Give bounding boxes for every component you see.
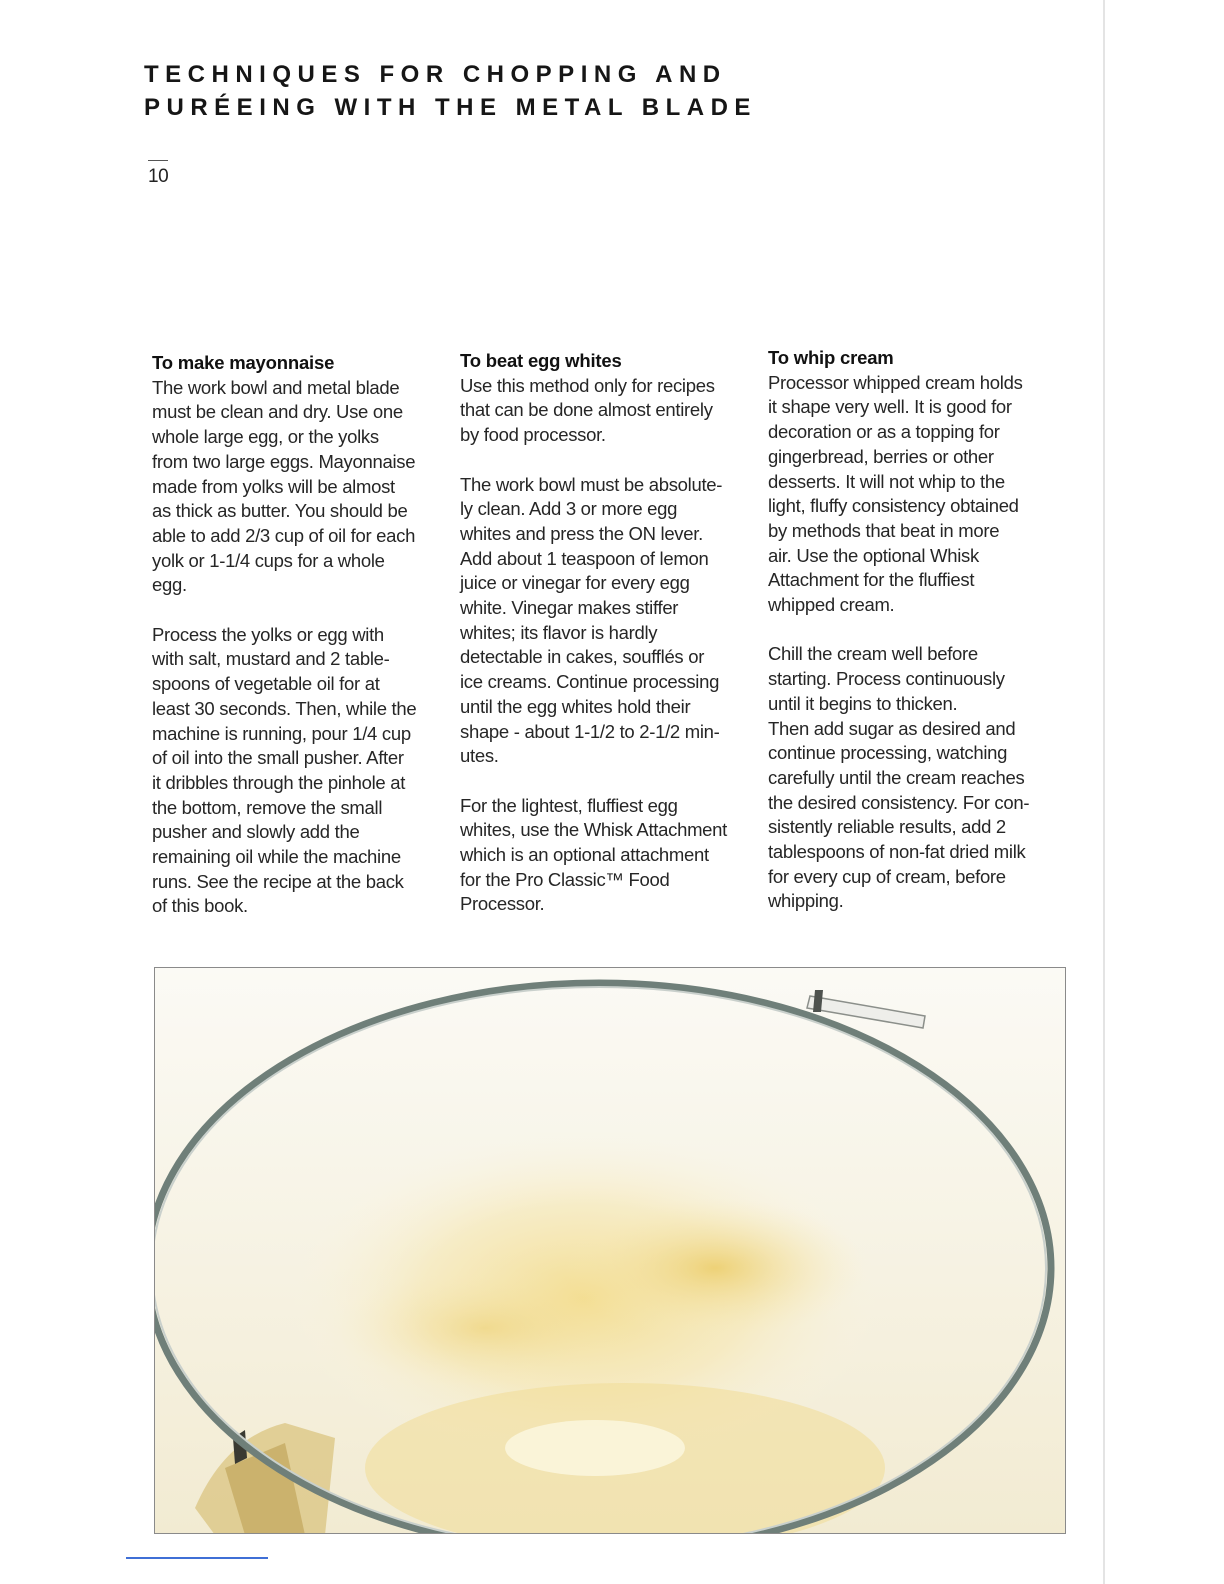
section-whip-cream bbox=[768, 346, 1063, 914]
text-line: able to add 2/3 cup of oil for each bbox=[152, 524, 416, 546]
text-line: it dribbles through the pinhole at bbox=[152, 771, 406, 793]
text-line: decoration or as a topping for bbox=[768, 421, 1000, 443]
text-line: egg. bbox=[152, 574, 187, 596]
text-line: utes. bbox=[460, 745, 499, 767]
text-line: with salt, mustard and 2 table- bbox=[152, 648, 390, 670]
text-line: Add about 1 teaspoon of lemon bbox=[460, 547, 709, 569]
text-line: Processor whipped cream holds bbox=[768, 371, 1023, 393]
text-line: For the lightest, fluffiest egg bbox=[460, 794, 678, 816]
text-line: must be clean and dry. Use one bbox=[152, 401, 403, 423]
text-line: until the egg whites hold their bbox=[460, 695, 691, 717]
section-heading: To make mayonnaise bbox=[152, 352, 335, 373]
page-edge-shadow bbox=[1103, 0, 1105, 1584]
text-line: the desired consistency. For con- bbox=[768, 791, 1030, 813]
section-mayonnaise bbox=[152, 351, 447, 919]
text-line: of oil into the small pusher. After bbox=[152, 747, 404, 769]
text-line: air. Use the optional Whisk bbox=[768, 544, 979, 566]
text-line: the bottom, remove the small bbox=[152, 796, 383, 818]
text-line: machine is running, pour 1/4 cup bbox=[152, 722, 411, 744]
text-line: yolk or 1-1/4 cups for a whole bbox=[152, 549, 385, 571]
text-line: shape - about 1-1/2 to 2-1/2 min- bbox=[460, 720, 720, 742]
bowl-illustration bbox=[155, 968, 1066, 1534]
paragraph bbox=[152, 376, 447, 598]
text-line: gingerbread, berries or other bbox=[768, 445, 994, 467]
section-heading: To whip cream bbox=[768, 347, 894, 368]
text-line: spoons of vegetable oil for at bbox=[152, 673, 380, 695]
text-line: carefully until the cream reaches bbox=[768, 766, 1025, 788]
text-line: remaining oil while the machine bbox=[152, 846, 401, 868]
text-line: white. Vinegar makes stiffer bbox=[460, 597, 679, 619]
text-line: juice or vinegar for every egg bbox=[460, 572, 690, 594]
paragraph bbox=[152, 623, 447, 919]
text-line: Process the yolks or egg with bbox=[152, 623, 384, 645]
bottom-link-underline bbox=[126, 1557, 268, 1559]
text-line: whipped cream. bbox=[768, 594, 895, 616]
text-line: for every cup of cream, before bbox=[768, 865, 1006, 887]
text-line: by methods that beat in more bbox=[768, 519, 1000, 541]
text-line: desserts. It will not whip to the bbox=[768, 470, 1005, 492]
text-line: for the Pro Classic™ Food bbox=[460, 868, 670, 890]
text-line: ice creams. Continue processing bbox=[460, 671, 720, 693]
section-heading: To beat egg whites bbox=[460, 350, 622, 371]
text-line: whites; its flavor is hardly bbox=[460, 621, 658, 643]
text-line: detectable in cakes, soufflés or bbox=[460, 646, 705, 668]
page-title bbox=[144, 58, 757, 124]
text-line: whole large egg, or the yolks bbox=[152, 426, 379, 448]
section-egg-whites bbox=[460, 349, 755, 917]
text-line: Attachment for the fluffiest bbox=[768, 569, 975, 591]
text-line: sistently reliable results, add 2 bbox=[768, 816, 1006, 838]
text-line: runs. See the recipe at the back bbox=[152, 870, 404, 892]
text-line: Processor. bbox=[460, 893, 545, 915]
paragraph bbox=[768, 642, 1063, 914]
paragraph bbox=[768, 371, 1063, 618]
page-title-line-1: TECHNIQUES FOR CHOPPING AND bbox=[144, 61, 727, 88]
text-line: tablespoons of non-fat dried milk bbox=[768, 841, 1026, 863]
text-line: of this book. bbox=[152, 895, 248, 917]
paragraph bbox=[460, 374, 755, 448]
text-line: Use this method only for recipes bbox=[460, 374, 715, 396]
text-line: pusher and slowly add the bbox=[152, 821, 360, 843]
text-line: which is an optional attachment bbox=[460, 844, 709, 866]
text-line: Then add sugar as desired and bbox=[768, 717, 1016, 739]
paragraph bbox=[460, 473, 755, 769]
text-line: made from yolks will be almost bbox=[152, 475, 395, 497]
text-line: by food processor. bbox=[460, 424, 606, 446]
text-line: until it begins to thicken. bbox=[768, 692, 958, 714]
paragraph bbox=[460, 794, 755, 918]
text-line: The work bowl and metal blade bbox=[152, 376, 400, 398]
text-line: whipping. bbox=[768, 890, 844, 912]
text-line: from two large eggs. Mayonnaise bbox=[152, 450, 416, 472]
text-line: starting. Process continuously bbox=[768, 668, 1005, 690]
text-line: ly clean. Add 3 or more egg bbox=[460, 498, 678, 520]
text-line: The work bowl must be absolute- bbox=[460, 473, 723, 495]
page-number-rule bbox=[148, 160, 168, 161]
text-line: light, fluffy consistency obtained bbox=[768, 495, 1019, 517]
text-line: it shape very well. It is good for bbox=[768, 396, 1012, 418]
food-processor-bowl-photo bbox=[154, 967, 1066, 1534]
text-line: that can be done almost entirely bbox=[460, 399, 713, 421]
text-line: continue processing, watching bbox=[768, 742, 1008, 764]
page-number: 10 bbox=[148, 166, 169, 187]
text-line: whites, use the Whisk Attachment bbox=[460, 819, 727, 841]
text-line: Chill the cream well before bbox=[768, 643, 978, 665]
text-line: as thick as butter. You should be bbox=[152, 500, 408, 522]
page-title-line-2: PURÉEING WITH THE METAL BLADE bbox=[144, 94, 757, 121]
text-line: least 30 seconds. Then, while the bbox=[152, 697, 417, 719]
text-line: whites and press the ON lever. bbox=[460, 522, 703, 544]
